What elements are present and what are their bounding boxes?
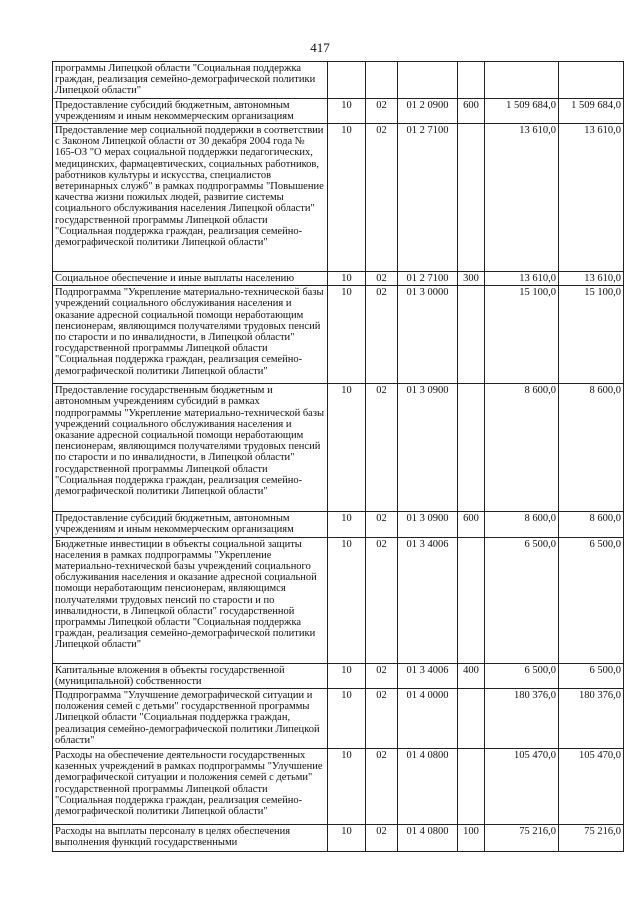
row-csr-cell: 01 4 0800 [398,825,458,852]
row-csr-cell: 01 4 0800 [398,749,458,825]
row-subsection-cell: 02 [366,663,398,688]
row-csr-cell [398,62,458,99]
row-total-cell: 75 216,0 [559,825,624,852]
row-subsection-cell: 02 [366,825,398,852]
row-sum-cell: 180 376,0 [485,689,559,749]
row-total-cell: 180 376,0 [559,689,624,749]
row-name-cell: Предоставление государственным бюджетным и автономным учреждениям субсидий в рамках подпрограммы "Укрепление материально-технической базы учреждений социального обслуживания населения и оказание адресной социальной помощи неработающим пенсионерам, являющимся получателями трудовых пенсий по старости и по инвалидности, в Липецкой области" государственной программы Липецкой области "Социальная поддержка граждан, реализация семейно-демографической политики Липецкой области" [53,384,328,512]
row-subsection-cell: 02 [366,286,398,384]
row-name-cell: Расходы на выплаты персоналу в целях обеспечения выполнения функций государственными [53,825,328,852]
row-subsection-cell [366,62,398,99]
row-subsection-cell: 02 [366,384,398,512]
row-csr-cell: 01 3 0900 [398,384,458,512]
row-sum-cell: 15 100,0 [485,286,559,384]
table-row [53,537,624,663]
row-subsection-cell: 02 [366,124,398,272]
page-number: 417 [310,40,330,55]
table-row [53,689,624,749]
row-name-cell: Капитальные вложения в объекты государственной (муниципальной) собственности [53,663,328,688]
table-row [53,272,624,286]
row-vr-cell [458,124,485,272]
row-vr-cell [458,749,485,825]
budget-table [52,61,624,852]
row-name-cell: программы Липецкой области "Социальная поддержка граждан, реализация семейно-демографической политики Липецкой области" [53,62,328,99]
row-sum-cell: 75 216,0 [485,825,559,852]
row-name-cell: Бюджетные инвестиции в объекты социальной защиты населения в рамках подпрограммы "Укрепление материально-технической базы учреждений социального обслуживания населения и оказание адресной социальной помощи неработающим пенсионерам, являющимся получателями трудовых пенсий по старости и по инвалидности, в Липецкой области" государственной программы Липецкой области "Социальная поддержка граждан, реализация семейно-демографической политики Липецкой области" [53,537,328,663]
row-subsection-cell: 02 [366,689,398,749]
row-subsection-cell: 02 [366,537,398,663]
row-section-cell: 10 [328,663,366,688]
table-row [53,124,624,272]
table-row [53,286,624,384]
row-section-cell [328,62,366,99]
row-csr-cell: 01 2 0900 [398,98,458,123]
row-section-cell: 10 [328,124,366,272]
table-body [53,62,624,852]
row-section-cell: 10 [328,689,366,749]
table-row [53,98,624,123]
table-row [53,663,624,688]
row-csr-cell: 01 3 4006 [398,663,458,688]
row-name-cell: Предоставление субсидий бюджетным, автономным учреждениям и иным некоммерческим организациям [53,98,328,123]
row-section-cell: 10 [328,537,366,663]
row-total-cell: 6 500,0 [559,663,624,688]
row-subsection-cell: 02 [366,512,398,537]
row-sum-cell [485,62,559,99]
row-total-cell: 105 470,0 [559,749,624,825]
row-subsection-cell: 02 [366,272,398,286]
row-total-cell: 15 100,0 [559,286,624,384]
row-csr-cell: 01 3 0900 [398,512,458,537]
row-csr-cell: 01 3 0000 [398,286,458,384]
row-csr-cell: 01 3 4006 [398,537,458,663]
table-row [53,825,624,852]
row-subsection-cell: 02 [366,749,398,825]
row-sum-cell: 1 509 684,0 [485,98,559,123]
row-name-cell: Социальное обеспечение и иные выплаты населению [53,272,328,286]
table-row [53,384,624,512]
row-total-cell: 13 610,0 [559,272,624,286]
row-sum-cell: 13 610,0 [485,124,559,272]
row-section-cell: 10 [328,272,366,286]
row-total-cell: 8 600,0 [559,384,624,512]
row-csr-cell: 01 2 7100 [398,272,458,286]
row-sum-cell: 105 470,0 [485,749,559,825]
row-section-cell: 10 [328,512,366,537]
row-vr-cell: 300 [458,272,485,286]
row-section-cell: 10 [328,286,366,384]
table-row [53,62,624,99]
row-sum-cell: 6 500,0 [485,537,559,663]
row-csr-cell: 01 4 0000 [398,689,458,749]
table-row [53,512,624,537]
row-vr-cell: 600 [458,98,485,123]
row-subsection-cell: 02 [366,98,398,123]
row-vr-cell: 600 [458,512,485,537]
row-name-cell: Подпрограмма "Улучшение демографической ситуации и положения семей с детьми" государственной программы Липецкой области "Социальная поддержка граждан, реализация семейно-демографической политики Липецкой области" [53,689,328,749]
row-section-cell: 10 [328,384,366,512]
row-sum-cell: 8 600,0 [485,512,559,537]
row-vr-cell: 400 [458,663,485,688]
row-vr-cell: 100 [458,825,485,852]
row-vr-cell [458,384,485,512]
row-section-cell: 10 [328,98,366,123]
row-vr-cell [458,286,485,384]
table-row [53,749,624,825]
row-total-cell [559,62,624,99]
row-total-cell: 1 509 684,0 [559,98,624,123]
row-name-cell: Предоставление субсидий бюджетным, автономным учреждениям и иным некоммерческим организациям [53,512,328,537]
row-csr-cell: 01 2 7100 [398,124,458,272]
row-total-cell: 6 500,0 [559,537,624,663]
row-vr-cell [458,689,485,749]
row-sum-cell: 13 610,0 [485,272,559,286]
row-sum-cell: 6 500,0 [485,663,559,688]
row-name-cell: Предоставление мер социальной поддержки в соответствии с Законом Липецкой области от 30 декабря 2004 года № 165-ОЗ "О мерах социальной поддержки педагогических, медицинских, фармацевтических, социальных работников, работников культуры и искусства, специалистов ветеринарных служб" в рамках подпрограммы "Повышение качества жизни пожилых людей, развитие системы социального обслуживания населения Липецкой области" государственной программы Липецкой области "Социальная поддержка граждан, реализация семейно-демографической политики Липецкой области" [53,124,328,272]
row-sum-cell: 8 600,0 [485,384,559,512]
row-total-cell: 13 610,0 [559,124,624,272]
row-name-cell: Расходы на обеспечение деятельности государственных казенных учреждений в рамках подпрограммы "Улучшение демографической ситуации и положения семей с детьми" государственной программы Липецкой области "Социальная поддержка граждан, реализация семейно-демографической политики Липецкой области" [53,749,328,825]
row-vr-cell [458,62,485,99]
row-section-cell: 10 [328,749,366,825]
row-section-cell: 10 [328,825,366,852]
row-vr-cell [458,537,485,663]
row-name-cell: Подпрограмма "Укрепление материально-технической базы учреждений социального обслуживания населения и оказание адресной социальной помощи неработающим пенсионерам, являющимся получателями трудовых пенсий по старости и по инвалидности, в Липецкой области" государственной программы Липецкой области "Социальная поддержка граждан, реализация семейно-демографической политики Липецкой области" [53,286,328,384]
row-total-cell: 8 600,0 [559,512,624,537]
